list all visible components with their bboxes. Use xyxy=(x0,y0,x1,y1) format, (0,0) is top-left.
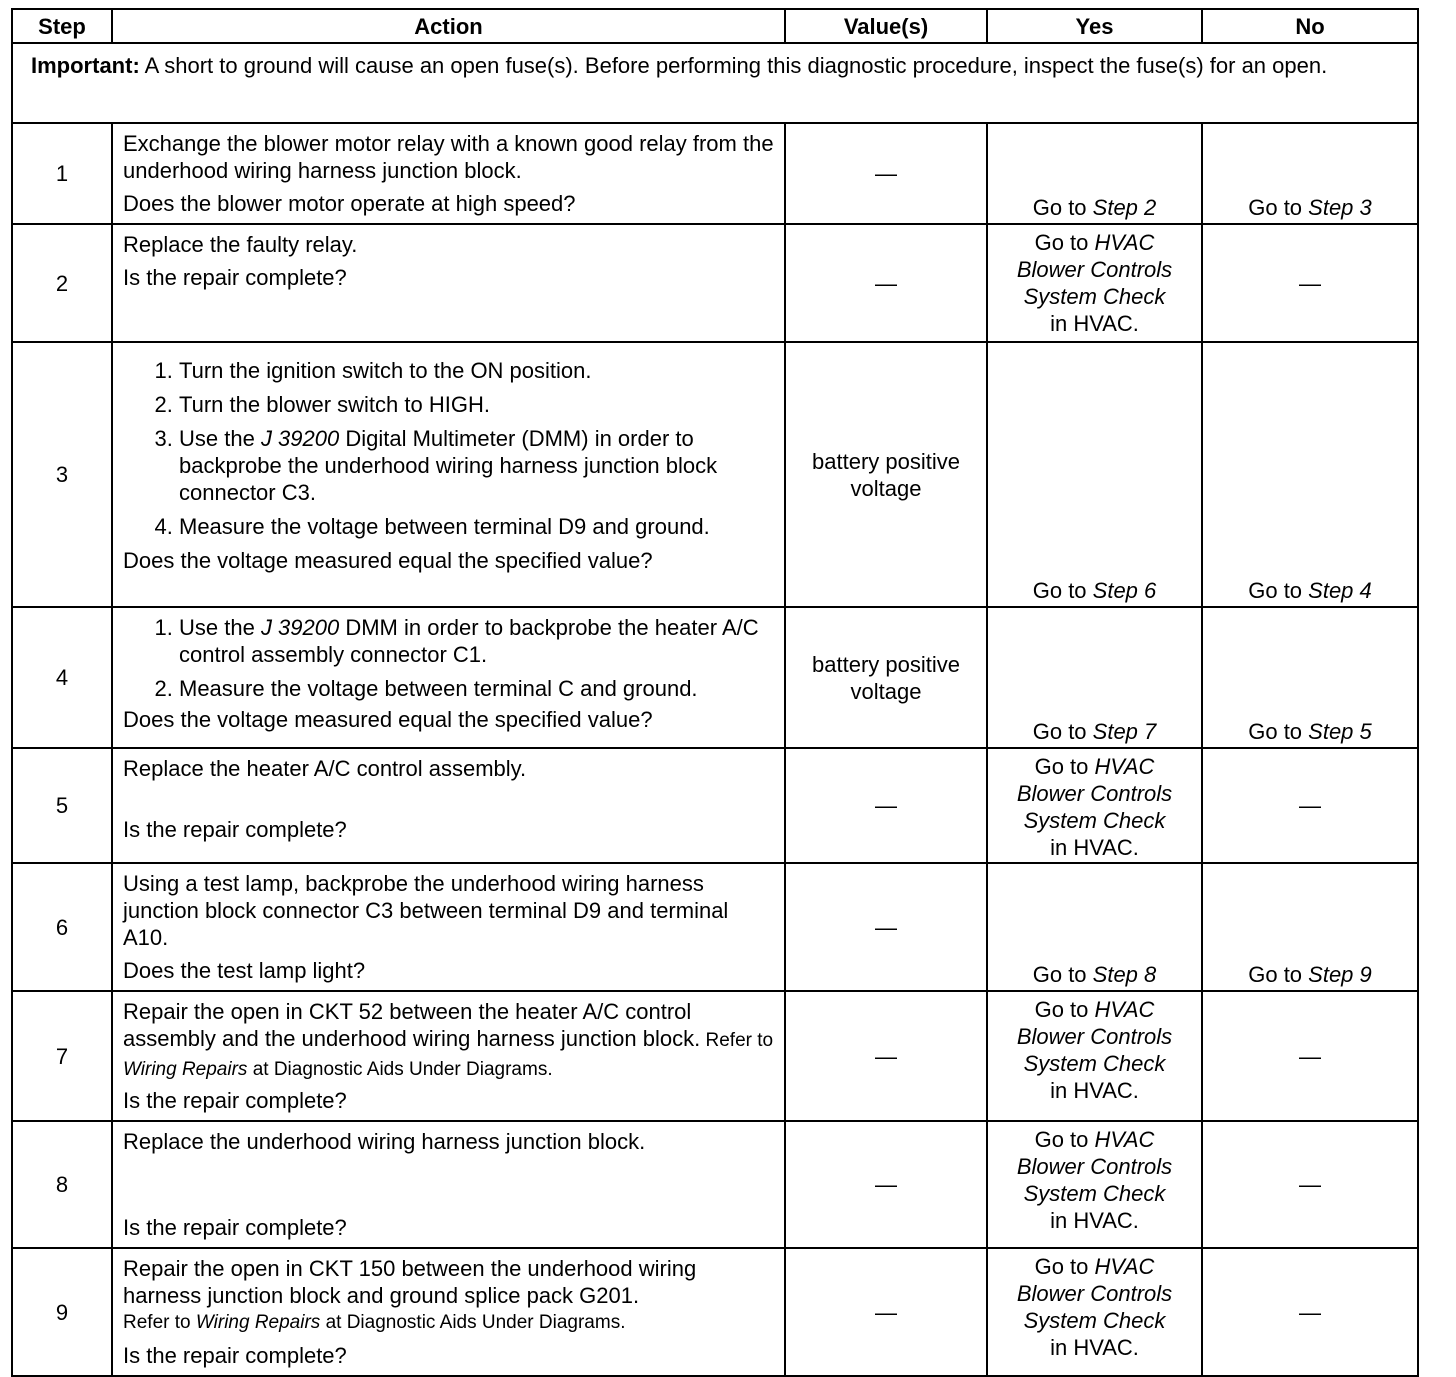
action-question: Does the voltage measured equal the specified value? xyxy=(123,548,653,573)
no-dash: — xyxy=(1299,1299,1321,1325)
action-question: Is the repair complete? xyxy=(123,817,347,842)
step-number: 3 xyxy=(12,342,112,607)
step-number: 6 xyxy=(12,863,112,991)
table-row xyxy=(12,748,1418,863)
list-item: 2. Measure the voltage between terminal C and ground. xyxy=(179,675,776,702)
header-row xyxy=(12,9,1418,43)
action-cell xyxy=(112,863,785,991)
tool-ref: J 39200 xyxy=(260,426,340,451)
table-row xyxy=(12,607,1418,748)
value-cell xyxy=(785,1121,987,1248)
no-cell xyxy=(1202,991,1418,1121)
important-text: A short to ground will cause an open fuse(s). Before performing this diagnostic procedure, inspect the fuse(s) for an open. xyxy=(139,53,1328,78)
list-item: 2. Turn the blower switch to HIGH. xyxy=(179,391,776,418)
action-text: Replace the heater A/C control assembly. xyxy=(123,756,527,781)
yes-cell xyxy=(987,123,1202,224)
step-number: 5 xyxy=(12,748,112,863)
no-cell xyxy=(1202,863,1418,991)
action-question: Is the repair complete? xyxy=(123,1215,347,1240)
action-question: Does the blower motor operate at high speed? xyxy=(123,191,576,216)
yes-cell xyxy=(987,863,1202,991)
table-row xyxy=(12,1248,1418,1376)
yes-cell xyxy=(987,224,1202,342)
no-cell xyxy=(1202,607,1418,748)
action-question: Is the repair complete? xyxy=(123,1088,347,1113)
value-cell: battery positive voltage xyxy=(785,607,987,748)
list-item: 3. Use the J 39200 Digital Multimeter (DMM) in order to backprobe the underhood wiring harness junction block connector C3. xyxy=(179,425,776,506)
hvac-check-link[interactable]: Go to HVAC Blower Controls System Check in HVAC. xyxy=(1016,997,1173,1103)
action-refer: Refer to Wiring Repairs at Diagnostic Aids Under Diagrams. xyxy=(123,1312,626,1333)
action-cell xyxy=(112,748,785,863)
action-cell xyxy=(112,224,785,342)
hvac-check-link[interactable]: Go to HVAC Blower Controls System Check in HVAC. xyxy=(1016,230,1173,336)
value-dash: — xyxy=(875,914,897,940)
no-cell xyxy=(1202,123,1418,224)
action-text: Repair the open in CKT 150 between the underhood wiring harness junction block and ground splice pack G201. xyxy=(123,1256,697,1308)
wiring-repairs-link[interactable]: Wiring Repairs xyxy=(123,1059,248,1080)
important-row xyxy=(12,43,1418,123)
header-step: Step xyxy=(12,9,112,43)
value-cell xyxy=(785,991,987,1121)
no-cell xyxy=(1202,224,1418,342)
hvac-check-link[interactable]: Go to HVAC Blower Controls System Check in HVAC. xyxy=(1016,754,1173,860)
header-no: No xyxy=(1202,9,1418,43)
value-dash: — xyxy=(875,161,897,186)
go-to-label: Go to xyxy=(1032,195,1093,220)
list-item: 1. Use the J 39200 DMM in order to backprobe the heater A/C control assembly connector C1. xyxy=(179,614,776,668)
table-row xyxy=(12,863,1418,991)
go-to-label: Go to xyxy=(1248,962,1309,987)
yes-cell xyxy=(987,607,1202,748)
action-question: Is the repair complete? xyxy=(123,265,347,290)
step-number: 9 xyxy=(12,1248,112,1376)
list-item: 1. Turn the ignition switch to the ON position. xyxy=(179,357,776,384)
no-cell xyxy=(1202,748,1418,863)
no-dash: — xyxy=(1299,1043,1321,1069)
table-row xyxy=(12,123,1418,224)
yes-cell xyxy=(987,991,1202,1121)
header-values: Value(s) xyxy=(785,9,987,43)
action-text: Exchange the blower motor relay with a known good relay from the underhood wiring harness junction block. xyxy=(123,131,774,183)
action-steps-list xyxy=(123,357,776,540)
action-question: Does the voltage measured equal the specified value? xyxy=(123,707,653,732)
step-number: 8 xyxy=(12,1121,112,1248)
action-text: Replace the faulty relay. xyxy=(123,232,358,257)
no-step-link[interactable]: Step 5 xyxy=(1308,719,1372,744)
header-action: Action xyxy=(112,9,785,43)
step-number: 4 xyxy=(12,607,112,748)
no-dash: — xyxy=(1299,793,1321,818)
value-cell xyxy=(785,748,987,863)
action-text: Using a test lamp, backprobe the underhood wiring harness junction block connector C3 between terminal D9 and terminal A10. xyxy=(123,871,729,950)
yes-cell xyxy=(987,748,1202,863)
no-step-link[interactable]: Step 3 xyxy=(1308,195,1372,220)
tool-ref: J 39200 xyxy=(260,615,340,640)
list-item: 4. Measure the voltage between terminal D9 and ground. xyxy=(179,513,776,540)
value-dash: — xyxy=(875,270,897,296)
action-steps-list xyxy=(123,614,776,702)
go-to-label: Go to xyxy=(1032,578,1093,603)
go-to-label: Go to xyxy=(1248,719,1309,744)
no-step-link[interactable]: Step 4 xyxy=(1308,578,1372,603)
action-cell xyxy=(112,123,785,224)
no-dash: — xyxy=(1299,1172,1321,1197)
yes-step-link[interactable]: Step 2 xyxy=(1092,195,1157,220)
wiring-repairs-link[interactable]: Wiring Repairs xyxy=(195,1312,321,1333)
header-yes: Yes xyxy=(987,9,1202,43)
go-to-label: Go to xyxy=(1248,578,1309,603)
step-number: 2 xyxy=(12,224,112,342)
action-text: Repair the open in CKT 52 between the heater A/C control assembly and the underhood wiring harness junction block. Refer to Wiring Repairs at Diagnostic Aids Under Diagrams. xyxy=(123,999,774,1080)
table-row xyxy=(12,1121,1418,1248)
yes-cell xyxy=(987,1121,1202,1248)
no-cell xyxy=(1202,342,1418,607)
no-step-link[interactable]: Step 9 xyxy=(1308,962,1372,987)
action-text: Replace the underhood wiring harness junction block. xyxy=(123,1129,646,1154)
go-to-label: Go to xyxy=(1032,719,1093,744)
action-cell xyxy=(112,1121,785,1248)
table-row xyxy=(12,224,1418,342)
action-cell xyxy=(112,1248,785,1376)
hvac-check-link[interactable]: Go to HVAC Blower Controls System Check in HVAC. xyxy=(1016,1254,1173,1360)
action-cell xyxy=(112,342,785,607)
action-cell xyxy=(112,607,785,748)
value-cell xyxy=(785,123,987,224)
action-question: Does the test lamp light? xyxy=(123,958,366,983)
yes-step-link[interactable]: Step 6 xyxy=(1092,578,1157,603)
yes-cell xyxy=(987,1248,1202,1376)
step-number: 7 xyxy=(12,991,112,1121)
no-cell xyxy=(1202,1121,1418,1248)
table-row xyxy=(12,342,1418,607)
value-dash: — xyxy=(875,1043,897,1069)
value-dash: — xyxy=(875,1299,897,1325)
value-cell xyxy=(785,863,987,991)
go-to-label: Go to xyxy=(1032,962,1093,987)
value-cell xyxy=(785,224,987,342)
yes-step-link[interactable]: Step 8 xyxy=(1092,962,1157,987)
hvac-check-link[interactable]: Go to HVAC Blower Controls System Check in HVAC. xyxy=(1016,1127,1173,1233)
table-row xyxy=(12,991,1418,1121)
yes-step-link[interactable]: Step 7 xyxy=(1092,719,1157,744)
diagnostic-table xyxy=(11,8,1419,1377)
no-dash: — xyxy=(1299,270,1321,296)
no-cell xyxy=(1202,1248,1418,1376)
action-cell xyxy=(112,991,785,1121)
value-cell: battery positive voltage xyxy=(785,342,987,607)
step-number: 1 xyxy=(12,123,112,224)
important-label: Important: xyxy=(31,53,140,78)
action-question: Is the repair complete? xyxy=(123,1343,347,1368)
value-dash: — xyxy=(875,793,897,818)
important-note xyxy=(12,43,1418,123)
value-cell xyxy=(785,1248,987,1376)
value-dash: — xyxy=(875,1172,897,1197)
yes-cell xyxy=(987,342,1202,607)
go-to-label: Go to xyxy=(1248,195,1309,220)
